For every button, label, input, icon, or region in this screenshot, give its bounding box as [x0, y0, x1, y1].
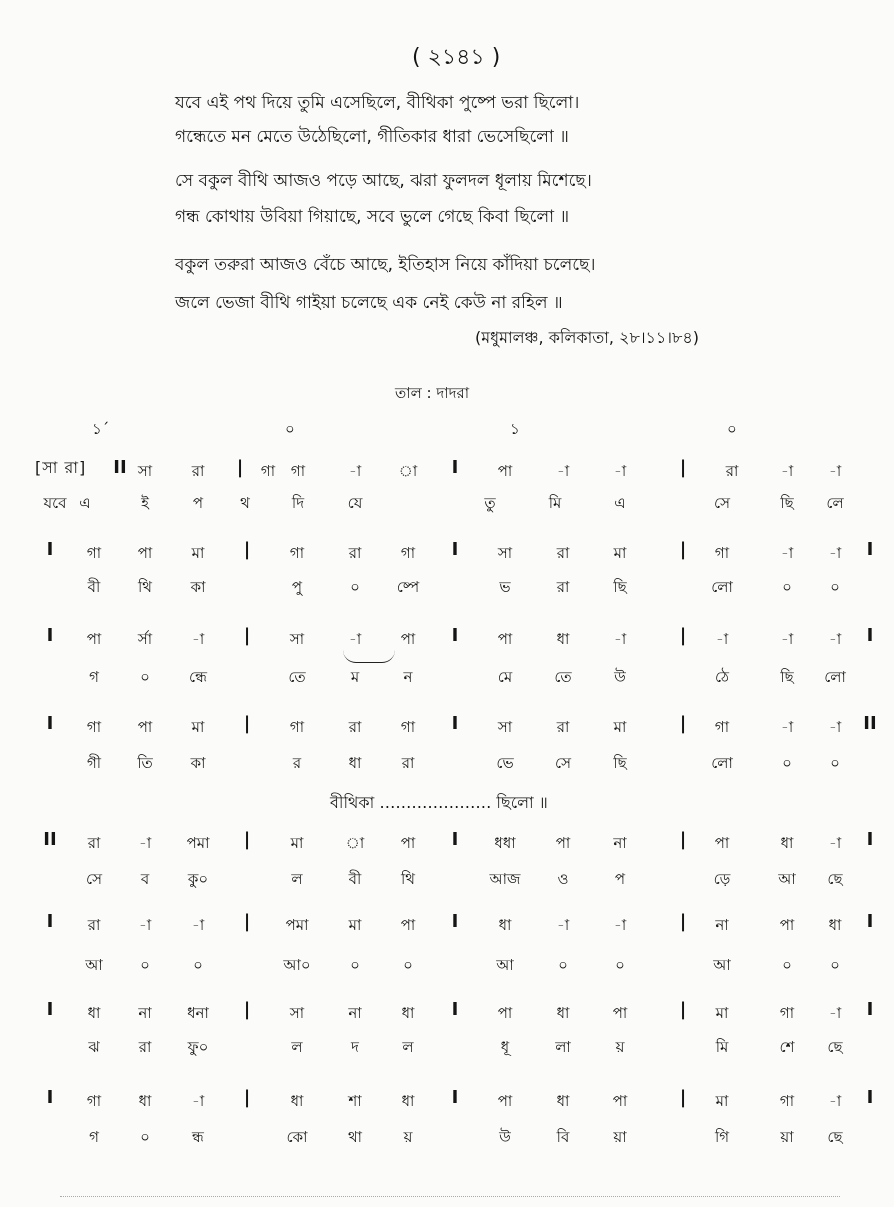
row-start-bar: I	[46, 999, 54, 1020]
lyric-syllable: ০	[403, 956, 413, 974]
lyric-syllable: ও	[557, 870, 569, 888]
swara-note: -া	[556, 916, 570, 934]
swara-note: পমা	[186, 834, 210, 852]
lyric-syllable: তে	[288, 668, 306, 686]
row-end-bar: I	[866, 539, 874, 560]
swara-note: পা	[497, 462, 513, 480]
swara-note: রা	[556, 544, 570, 562]
swara-note: -া	[828, 718, 842, 736]
lyric-syllable: আ	[496, 956, 514, 974]
lyric-syllable: সে	[555, 754, 571, 772]
swara-note: পা	[555, 834, 571, 852]
beat-bar: |	[243, 1087, 251, 1108]
slur-mark	[343, 650, 395, 663]
swara-note: পা	[612, 1004, 628, 1022]
lyric-syllable: যে	[347, 494, 363, 512]
beat-bar: |	[243, 911, 251, 932]
lyric-line: গন্ধ কোথায় উবিয়া গিয়াছে, সবে ভুলে গেছে কিবা ছিলো ॥	[175, 207, 570, 227]
lyric-syllable: ০	[782, 956, 792, 974]
row-start-bar: II	[113, 457, 127, 478]
swara-note: -া	[191, 1092, 205, 1110]
swara-note: রা	[556, 718, 570, 736]
lyric-syllable: ছে	[827, 1038, 843, 1056]
lyric-syllable: ০	[350, 956, 360, 974]
lyric-syllable: গ	[89, 668, 99, 686]
swara-note: না	[715, 916, 729, 934]
swara-note: পা	[497, 630, 513, 648]
beat-bar: |	[679, 911, 687, 932]
beat-bar: |	[236, 457, 244, 478]
beat-bar: I	[451, 625, 459, 646]
swara-note: গা	[86, 718, 102, 736]
lyric-syllable: এ	[79, 494, 91, 512]
lyric-syllable: য়া	[613, 1128, 627, 1146]
lyric-syllable: এ	[614, 494, 626, 512]
refrain-line: বীথিকা ………………… ছিলো ॥	[330, 793, 548, 812]
lyric-syllable: বী	[87, 578, 101, 596]
swara-note: -া	[828, 834, 842, 852]
beat-bar: |	[679, 539, 687, 560]
swara-note: মা	[348, 916, 362, 934]
swara-note: পা	[612, 1092, 628, 1110]
lyric-syllable: ০	[140, 1128, 150, 1146]
lyric-syllable: গ	[89, 1128, 99, 1146]
lyric-syllable: গি	[714, 1128, 730, 1146]
swara-note: ধা	[828, 916, 842, 934]
swara-note: ধা	[401, 1004, 415, 1022]
swara-note: রা	[87, 916, 101, 934]
swara-note: গা	[290, 462, 306, 480]
lyric-syllable: ০	[558, 956, 568, 974]
lyric-syllable: থ	[240, 494, 250, 512]
notation-prefix: [সা রা]	[35, 458, 87, 477]
lyric-syllable: লো	[711, 578, 733, 596]
swara-note: -া	[780, 462, 794, 480]
swara-note: মা	[613, 544, 627, 562]
lyric-syllable: য়	[403, 1128, 413, 1146]
swara-note: গা	[714, 544, 730, 562]
lyric-line: গন্ধেতে মন মেতে উঠেছিলো, গীতিকার ধারা ভেসেছিলো ॥	[175, 127, 569, 147]
page-number: ( ২১৪১ )	[412, 45, 501, 70]
beat-bar: |	[679, 1087, 687, 1108]
swara-note: -া	[348, 462, 362, 480]
swara-note: গা	[289, 544, 305, 562]
lyric-syllable: দ	[351, 1038, 359, 1056]
lyric-syllable: ০	[830, 754, 840, 772]
lyric-syllable: বী	[348, 870, 362, 888]
lyric-syllable: রা	[138, 1038, 152, 1056]
beat-bar: I	[451, 911, 459, 932]
lyric-syllable: মি	[715, 1038, 729, 1056]
lyric-syllable: ল	[291, 1038, 303, 1056]
beat-bar: |	[243, 829, 251, 850]
swara-note: রা	[348, 544, 362, 562]
page-bottom-rule	[60, 1196, 840, 1199]
swara-note: -া	[715, 630, 729, 648]
swara-note: না	[348, 1004, 362, 1022]
beat-mark: ১	[510, 420, 520, 438]
lyric-syllable: কো	[286, 1128, 308, 1146]
lyric-syllable: ০	[782, 754, 792, 772]
lyric-syllable: ছি	[780, 494, 794, 512]
beat-mark: ০	[727, 420, 737, 438]
lyric-syllable: ছি	[613, 578, 627, 596]
swara-note: রা	[191, 462, 205, 480]
swara-note: ধা	[556, 1004, 570, 1022]
swara-note: পা	[497, 1004, 513, 1022]
row-end-bar: I	[866, 829, 874, 850]
lyric-syllable: ম	[350, 668, 360, 686]
swara-note: -া	[191, 916, 205, 934]
lyric-syllable: কা	[190, 754, 206, 772]
lyric-syllable: ভে	[496, 754, 514, 772]
beat-bar: I	[451, 999, 459, 1020]
lyric-syllable: ড়ে	[713, 870, 731, 888]
lyric-syllable: লে	[826, 494, 844, 512]
beat-bar: |	[679, 457, 687, 478]
swara-note: া	[398, 462, 418, 480]
swara-note: গা	[86, 544, 102, 562]
swara-note: মা	[191, 544, 205, 562]
swara-note: -া	[780, 544, 794, 562]
swara-note: পা	[400, 630, 416, 648]
swara-note: গা	[260, 462, 276, 480]
beat-bar: |	[243, 625, 251, 646]
lyric-syllable: ০	[830, 956, 840, 974]
swara-note: গা	[779, 1092, 795, 1110]
lyric-syllable: আ	[713, 956, 731, 974]
lyric-syllable: লো	[711, 754, 733, 772]
lyric-syllable: ০	[193, 956, 203, 974]
swara-note: ধা	[138, 1092, 152, 1110]
swara-note: পা	[86, 630, 102, 648]
swara-note: সা	[497, 544, 513, 562]
lyric-syllable: ঠে	[714, 668, 730, 686]
swara-note: -া	[828, 630, 842, 648]
lyric-syllable: শে	[779, 1038, 795, 1056]
swara-note: ধা	[498, 916, 512, 934]
beat-bar: I	[451, 457, 459, 478]
swara-note: -া	[828, 462, 842, 480]
swara-note: মা	[191, 718, 205, 736]
row-end-bar: I	[866, 625, 874, 646]
beat-bar: |	[243, 713, 251, 734]
beat-bar: |	[243, 999, 251, 1020]
lyric-syllable: ছে	[827, 870, 843, 888]
swara-note: না	[613, 834, 627, 852]
swara-note: গা	[779, 1004, 795, 1022]
swara-note: শা	[348, 1092, 362, 1110]
lyric-syllable: আ০	[283, 956, 311, 974]
swara-note: পা	[137, 718, 153, 736]
row-start-bar: I	[46, 1087, 54, 1108]
tala-heading: তাল : দাদরা	[395, 384, 470, 402]
swara-note: ধা	[87, 1004, 101, 1022]
lyric-line: যবে এই পথ দিয়ে তুমি এসেছিলে, বীথিকা পুষ্পে ভরা ছিলো।	[175, 93, 580, 113]
swara-note: ধধা	[494, 834, 516, 852]
swara-note: গা	[86, 1092, 102, 1110]
swara-note: গা	[400, 718, 416, 736]
lyric-syllable: মে	[497, 668, 513, 686]
swara-note: -া	[780, 718, 794, 736]
row-end-bar: II	[863, 713, 877, 734]
swara-note: রা	[348, 718, 362, 736]
swara-note: মা	[613, 718, 627, 736]
lyric-syllable: ভ	[499, 578, 511, 596]
swara-note: -া	[828, 1092, 842, 1110]
lyric-syllable: রা	[401, 754, 415, 772]
swara-note: ধা	[556, 630, 570, 648]
lyric-syllable: রা	[556, 578, 570, 596]
swara-note: -া	[191, 630, 205, 648]
swara-note: -া	[828, 1004, 842, 1022]
source-citation: (মধুমালঞ্চ, কলিকাতা, ২৮।১১।৮৪)	[475, 328, 700, 347]
lyric-syllable: কা	[190, 578, 206, 596]
lyric-syllable: ষ্পে	[396, 578, 420, 596]
row-end-bar: I	[866, 999, 874, 1020]
swara-note: র্সা	[137, 630, 153, 648]
swara-note: া	[345, 834, 365, 852]
lyric-syllable: যবে	[43, 494, 67, 512]
lyric-syllable: ধূ	[500, 1038, 510, 1056]
lyric-syllable: ন্ধ	[192, 1128, 204, 1146]
beat-bar: |	[243, 539, 251, 560]
swara-note: পা	[400, 834, 416, 852]
swara-note: সা	[289, 1004, 305, 1022]
lyric-syllable: উ	[614, 668, 626, 686]
lyric-syllable: তি	[137, 754, 153, 772]
swara-note: রা	[87, 834, 101, 852]
swara-note: গা	[289, 718, 305, 736]
lyric-line: সে বকুল বীথি আজও পড়ে আছে, ঝরা ফুলদল ধূলায় মিশেছে।	[175, 171, 592, 191]
swara-note: ধনা	[187, 1004, 209, 1022]
lyric-syllable: মি	[548, 494, 562, 512]
beat-bar: I	[451, 829, 459, 850]
lyric-syllable: ই	[141, 494, 149, 512]
lyric-syllable: প	[192, 494, 204, 512]
swara-note: -া	[138, 916, 152, 934]
lyric-line: বকুল তরুরা আজও বেঁচে আছে, ইতিহাস নিয়ে কাঁদিয়া চলেছে।	[175, 255, 596, 275]
swara-note: ধা	[780, 834, 794, 852]
lyric-syllable: থা	[347, 1128, 363, 1146]
swara-note: মা	[715, 1004, 729, 1022]
swara-note: -া	[613, 916, 627, 934]
lyric-syllable: ছি	[780, 668, 794, 686]
lyric-syllable: র	[292, 754, 302, 772]
swara-note: -া	[556, 462, 570, 480]
swara-note: পা	[714, 834, 730, 852]
lyric-syllable: গী	[86, 754, 102, 772]
swara-note: পা	[497, 1092, 513, 1110]
lyric-syllable: ধা	[348, 754, 362, 772]
lyric-syllable: ০	[782, 578, 792, 596]
lyric-syllable: ০	[350, 578, 360, 596]
lyric-syllable: পু	[291, 578, 303, 596]
swara-note: পা	[779, 916, 795, 934]
beat-bar: |	[679, 829, 687, 850]
lyric-syllable: ন	[403, 668, 413, 686]
row-end-bar: I	[866, 911, 874, 932]
lyric-syllable: সে	[714, 494, 730, 512]
lyric-syllable: সে	[86, 870, 102, 888]
beat-bar: I	[451, 1087, 459, 1108]
swara-note: মা	[715, 1092, 729, 1110]
swara-note: সা	[137, 462, 153, 480]
lyric-syllable: থি	[400, 870, 416, 888]
swara-note: সা	[497, 718, 513, 736]
lyric-syllable: আ	[85, 956, 103, 974]
swara-note: না	[138, 1004, 152, 1022]
swara-note: পা	[400, 916, 416, 934]
lyric-syllable: লো	[824, 668, 846, 686]
swara-note: মা	[290, 834, 304, 852]
lyric-syllable: ০	[830, 578, 840, 596]
row-end-bar: I	[866, 1087, 874, 1108]
lyric-syllable: আ	[778, 870, 796, 888]
swara-note: -া	[613, 462, 627, 480]
swara-note: গা	[400, 544, 416, 562]
swara-note: -া	[348, 630, 362, 648]
swara-note: পা	[137, 544, 153, 562]
lyric-syllable: ০	[140, 668, 150, 686]
swara-note: ধা	[556, 1092, 570, 1110]
row-start-bar: I	[46, 625, 54, 646]
row-start-bar: II	[43, 829, 57, 850]
lyric-syllable: ০	[140, 956, 150, 974]
beat-mark: ১´	[92, 420, 110, 438]
beat-bar: |	[679, 713, 687, 734]
lyric-syllable: ছে	[827, 1128, 843, 1146]
lyric-syllable: লা	[555, 1038, 571, 1056]
lyric-syllable: ঝ	[88, 1038, 100, 1056]
lyric-syllable: ব	[140, 870, 150, 888]
lyric-syllable: য়	[615, 1038, 625, 1056]
lyric-line: জলে ভেজা বীথি গাইয়া চলেছে এক নেই কেউ না রহিল ॥	[175, 293, 563, 313]
lyric-syllable: থি	[137, 578, 153, 596]
row-start-bar: I	[46, 539, 54, 560]
row-start-bar: I	[46, 713, 54, 734]
row-start-bar: I	[46, 911, 54, 932]
beat-mark: ০	[285, 420, 295, 438]
lyric-syllable: কু০	[187, 870, 209, 888]
lyric-syllable: ছি	[613, 754, 627, 772]
lyric-syllable: ল	[291, 870, 303, 888]
swara-note: সা	[289, 630, 305, 648]
swara-note: -া	[780, 630, 794, 648]
lyric-syllable: তে	[554, 668, 572, 686]
swara-note: -া	[613, 630, 627, 648]
beat-bar: I	[451, 539, 459, 560]
beat-bar: |	[679, 999, 687, 1020]
lyric-syllable: ফু০	[187, 1038, 209, 1056]
lyric-syllable: ০	[615, 956, 625, 974]
swara-note: ধা	[290, 1092, 304, 1110]
swara-note: গা	[714, 718, 730, 736]
lyric-syllable: উ	[499, 1128, 511, 1146]
beat-bar: |	[679, 625, 687, 646]
lyric-syllable: আজ	[489, 870, 521, 888]
lyric-syllable: ল	[402, 1038, 414, 1056]
swara-note: ধা	[401, 1092, 415, 1110]
lyric-syllable: ন্ধে	[189, 668, 207, 686]
swara-note: রা	[725, 462, 739, 480]
lyric-syllable: য়া	[780, 1128, 794, 1146]
swara-note: -া	[828, 544, 842, 562]
lyric-syllable: প	[614, 870, 626, 888]
beat-bar: I	[451, 713, 459, 734]
lyric-syllable: দি	[291, 494, 305, 512]
swara-note: পমা	[285, 916, 309, 934]
lyric-syllable: তু	[484, 494, 496, 512]
lyric-syllable: বি	[556, 1128, 570, 1146]
swara-note: -া	[138, 834, 152, 852]
